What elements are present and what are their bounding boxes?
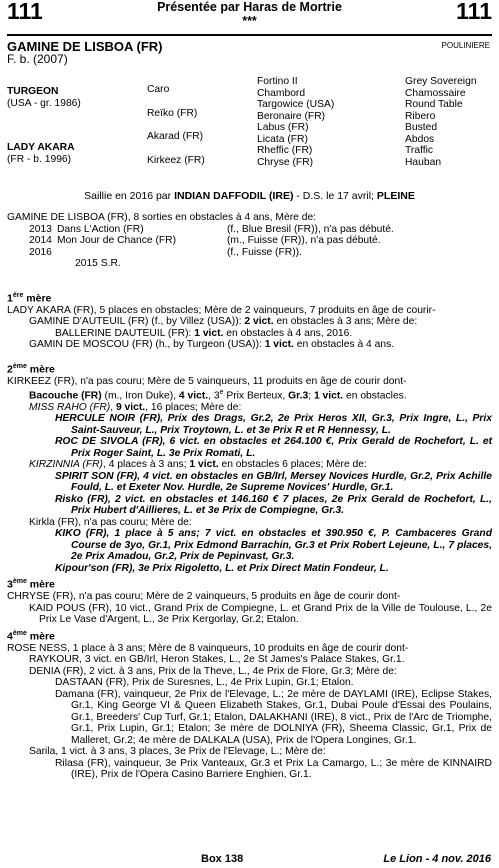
horse-name: GAMINE DE LISBOA (FR) — [7, 39, 163, 54]
horse-title — [7, 38, 492, 53]
sire-info: (USA - gr. 1986) — [7, 98, 81, 109]
pedigree-g4: Ribero — [405, 110, 436, 122]
pedigree-g3: Chryse (FR) — [257, 156, 314, 168]
pedigree-g4: Traffic — [405, 145, 434, 156]
pedigree-table — [7, 76, 492, 186]
third-dam-section: 3ème mère CHRYSE (FR), n'a pas couru; Mère de 2 vainqueurs, 5 produits en âge de courir dont- KAID POUS (FR), 10 vict., Grand Prix de Compiegne, L. et Grand Prix de la Ville de Toulouse, L., 2e Prix Le Vase d'Argent, L., 3e Prix Kergorlay, Gr.2; Etalon. — [7, 578, 492, 626]
produce-rilasa: Rilasa (FR), vainqueur, 3e Prix Vanteaux, Gr.3 et Prix La Camargo, L.; 3e mère de KINNAIRD (IRE), Prix de l'Opera Casino Barriere Enghien, Gr.1. — [55, 757, 492, 781]
pedigree-g4: Busted — [405, 122, 438, 133]
page-footer — [0, 853, 499, 866]
third-dam-title: 3ème mère — [7, 578, 55, 591]
produce-sarila: Sarila, 1 vict. à 3 ans, 3 places, 3e Prix de l'Elevage, L.; Mère de: — [29, 746, 326, 758]
pedigree-g3: Chambord — [257, 87, 306, 99]
produce-denia: DENIA (FR), 2 vict. à 3 ans, Prix de la Theve, L., 4e Prix de Flore, Gr.3; Mère de: — [29, 665, 397, 677]
page-header — [7, 0, 492, 34]
header-rule — [7, 34, 492, 36]
dam-info: (FR - b. 1996) — [7, 154, 72, 165]
produce-risko: Risko (FR), 2 vict. en obstacles et 146.160 € 7 places, 2e Prix Gerald de Rochefort, L., Prix Hubert d'Aillieres, L. et 3e Prix de Compiegne, Gr.3. — [55, 493, 492, 517]
produce-hercule-noir: HERCULE NOIR (FR), Prix des Drags, Gr.2, 2e Prix Heros XII, Gr.3, Prix Ingre, L., Prix Saint-Sauveur, L., Prix Troytown, L. et 3e Prix R et R Hennessy, L. — [55, 413, 492, 436]
pedigree-g2: Kirkeez (FR) — [147, 155, 205, 166]
pedigree-g3: Licata (FR) — [257, 133, 308, 145]
produce-sr: 2015 S.R. — [75, 258, 121, 269]
sale-place-date: Le Lion - 4 nov. 2016 — [383, 853, 491, 865]
pedigree-g3: Rheffic (FR) — [257, 145, 313, 156]
produce-kaid-pous: KAID POUS (FR), 10 vict., Grand Prix de Compiegne, L. et Grand Prix de la Ville de Toulouse, L., 2e Prix Le Vase d'Argent, L., 3e Prix Kergorlay, Gr.2; Etalon. — [29, 602, 492, 626]
produce-damana: Damana (FR), vainqueur, 2e Prix de l'Elevage, L.; 2e mère de DAYLAMI (IRE), Eclipse Stakes, Gr.1, King George VI & Queen Elizabeth Stakes, Gr.1, Dubai Poule d'Essai des Poulains, Gr.1, Breeders' Cup Turf, Gr.1; Etalon, DALAKHANI (IRE), 8 vict., Prix de l'Arc de Triomphe, Gr.1, Prix Lupin, Gr.1; Etalon; 3e mère de DOLNIYA (FR), Sheema Classic, Gr.1, Prix de Malleret, Gr.2; 4e mère de DALKALA (USA), Prix de l'Opera Longines, Gr.1. — [55, 688, 492, 746]
produce-intro: GAMINE DE LISBOA (FR), 8 sorties en obstacles à 4 ans, Mère de: — [7, 212, 317, 223]
produce-spirit-son: SPIRIT SON (FR), 4 vict. en obstacles en GB/Irl, Mersey Novices Hurdle, Gr.2, Prix Achille Fould, L. et Exeter Nov. Hurdle, 2e Supreme Novices' Hurdle, Gr.1. — [55, 470, 492, 494]
pedigree-g4: Round Table — [405, 99, 463, 110]
pedigree-g2: Caro — [147, 84, 170, 95]
produce-dastaan: DASTAAN (FR), Prix de Suresnes, L., 4e Prix Lupin, Gr.1; Etalon. — [55, 677, 354, 689]
pedigree-g3: Fortino II — [257, 76, 298, 87]
second-dam-title: 2ème mère — [7, 362, 55, 375]
fourth-dam-section: 4ème mère ROSE NESS, 1 place à 3 ans; Mère de 8 vainqueurs, 10 produits en âge de courir dont- RAYKOUR, 3 vict. en GB/Irl, Heron Stakes, L., 2e St James's Palace Stakes, Gr.1. DENIA (FR), 2 vict. à 3 ans, Prix de la Theve, L., 4e Prix de Flore, Gr.3; Mère de: DASTAAN (FR), Prix de Suresnes, L., 4e Prix Lupin, Gr.1; Etalon. Damana (FR), vainqueur, 2e Prix de l'Elevage, L.; 2e mère de DAYLAMI (IRE), Eclipse Stakes, Gr.1, King George VI & Queen Elizabeth Stakes, Gr.1, Dubai Poule d'Essai des Poulains, Gr.1, Breeders' Cup Turf, Gr.1; Etalon, DALAKHANI (IRE), 8 vict., Prix de l'Arc de Triomphe, Gr.1, Prix Lupin, Gr.1; Etalon; 3e mère de DOLNIYA (FR), Sheema Classic, Gr.1, Prix de Malleret, Gr.2; 4e mère de DALKALA (USA), Prix de l'Opera Longines, Gr.1. Sarila, 1 vict. à 3 ans, 3 places, 3e Prix de l'Elevage, L.; Mère de: Rilasa (FR), vainqueur, 3e Prix Vanteaux, Gr.3 et Prix La Camargo, L.; 3e mère de KINNAIRD (IRE), Prix de l'Opera Casino Barriere Enghien, Gr.1. — [7, 629, 492, 781]
horse-category: POULINIERE — [441, 41, 490, 50]
produce-row: 2013 Dans L'Action (FR) (f., Blue Bresil (FR)), n'a pas débuté. — [29, 223, 394, 235]
pedigree-g4: Hauban — [405, 156, 442, 168]
pedigree-g4: Abdos — [405, 133, 435, 145]
produce-roc-de-sivola: ROC DE SIVOLA (FR), 6 vict. en obstacles et 264.100 €, Prix Gerald de Rochefort, L. et Prix Roger Saint, L. 3e Prix Romati, L. — [55, 436, 492, 459]
presented-by: Présentée par Haras de Mortrie *** — [157, 0, 342, 28]
dam-name: LADY AKARA — [7, 142, 75, 153]
pedigree-g4: Chamossaire — [405, 87, 466, 99]
lot-number-right: 111 — [456, 0, 492, 24]
produce-raykour: RAYKOUR, 3 vict. en GB/Irl, Heron Stakes, L., 2e St James's Palace Stakes, Gr.1. — [29, 654, 405, 666]
first-dam-title: 1ère mère — [7, 291, 52, 304]
pedigree-g2: Akarad (FR) — [147, 131, 204, 142]
produce-kipourson: Kipour'son (FR), 3e Prix Rigoletto, L. et Prix Direct Matin Fondeur, L. — [55, 562, 389, 574]
horse-description: F. b. (2007) — [7, 52, 68, 66]
fourth-dam-title: 4ème mère — [7, 629, 55, 643]
pedigree-g2: Reïko (FR) — [147, 108, 198, 119]
produce-row: 2014 Mon Jour de Chance (FR) (m., Fuisse (FR)), n'a pas débuté. — [29, 235, 381, 246]
produce-kiko: KIKO (FR), 1 place à 5 ans; 7 vict. en obstacles et 390.950 €, P. Cambaceres Grand Course de 3yo, Gr.1, Prix Edmond Barrachin, Gr.3 et Prix Robert Lejeune, L., 7 places, 2e Prix Amadou, Gr.2, Prix de Pepinvast, Gr.3. — [55, 528, 492, 563]
pregnancy-status: PLEINE — [376, 190, 415, 202]
pedigree-g4: Grey Sovereign — [405, 76, 477, 87]
pedigree-g3: Targowice (USA) — [257, 99, 335, 110]
pedigree-g3: Labus (FR) — [257, 122, 309, 133]
first-dam-section: 1ère mère LADY AKARA (FR), 5 places en obstacles; Mère de 2 vainqueurs, 7 produits en âge de courir- GAMINE D'AUTEUIL (FR) (f., by Villez (USA)): 2 vict. en obstacles à 3 ans; Mère de: BALLERINE DAUTEUIL (FR): 1 vict. en obstacles à 4 ans, 2016. GAMIN DE MOSCOU (FR) (h., by Turgeon (USA)): 1 vict. en obstacles à 4 ans. — [7, 290, 492, 351]
covering-info: Saillie en 2016 par INDIAN DAFFODIL (IRE) - D.S. le 17 avril; PLEINE — [84, 190, 415, 202]
produce-record — [7, 212, 492, 270]
box-number: Box 138 — [201, 853, 244, 865]
pedigree-g3: Beronaire (FR) — [257, 110, 326, 122]
covering-stallion: INDIAN DAFFODIL (IRE) — [174, 190, 294, 202]
sire-name: TURGEON — [7, 86, 59, 97]
lot-number-left: 111 — [7, 0, 43, 24]
second-dam-section: 2ème mère KIRKEEZ (FR), n'a pas couru; Mère de 5 vainqueurs, 11 produits en âge de courir dont- Bacouche (FR) (m., Iron Duke), 4 vict., 3e Prix Berteux, Gr.3; 1 vict. en obstacles. MISS RAHO (FR), 9 vict., 16 places; Mère de: HERCULE NOIR (FR), Prix des Drags, Gr.2, 2e Prix Heros XII, Gr.3, Prix Ingre, L., Prix Saint-Sauveur, L., Prix Troytown, L. et 3e Prix R et R Hennessy, L. ROC DE SIVOLA (FR), 6 vict. en obstacles et 264.100 €, Prix Gerald de Rochefort, L. et Prix Roger Saint, L. 3e Prix Romati, L. KIRZINNIA (FR), 4 places à 3 ans; 1 vict. en obstacles 6 places; Mère de: SPIRIT SON (FR), 4 vict. en obstacles en GB/Irl, Mersey Novices Hurdle, Gr.2, Prix Achille Fould, L. et Exeter Nov. Hurdle, 2e Supreme Novices' Hurdle, Gr.1. Risko (FR), 2 vict. en obstacles et 146.160 € 7 places, 2e Prix Gerald de Rochefort, L., Prix Hubert d'Aillieres, L. et 3e Prix de Compiegne, Gr.3. Kirkla (FR), n'a pas couru; Mère de: KIKO (FR), 1 place à 5 ans; 7 vict. en obstacles et 390.950 €, P. Cambaceres Grand Course de 3yo, Gr.1, Prix Edmond Barrachin, Gr.3 et Prix Robert Lejeune, L., 7 places, 2e Prix Amadou, Gr.2, Prix de Pepinvast, Gr.3. Kipour'son (FR), 3e Prix Rigoletto, L. et Prix Direct Matin Fondeur, L. — [7, 362, 492, 574]
produce-row: 2016 (f., Fuisse (FR)). — [29, 246, 302, 258]
